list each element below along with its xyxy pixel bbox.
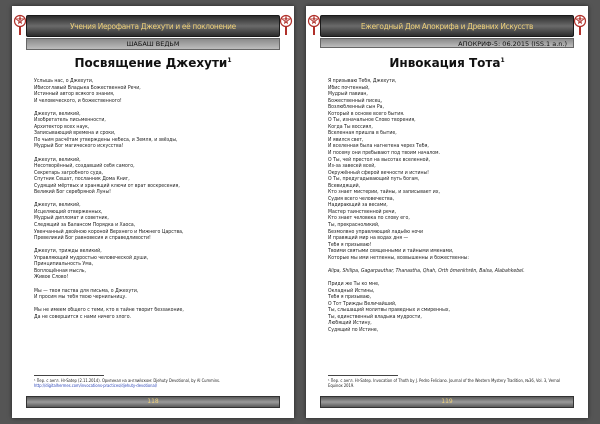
text-line: Из-за завесей всей, <box>328 163 376 170</box>
text-line: Приди же Ты ко мне, <box>328 280 380 287</box>
text-line: Божественный писец, <box>328 97 383 104</box>
text-line: Великий Бог серебряной Луны! <box>34 189 111 196</box>
text-line: Джехути, великий, <box>34 156 81 163</box>
pentagram-emblem-icon <box>307 14 321 36</box>
text-line: Спутник Сешат, посланник Дома Книг, <box>34 176 130 183</box>
text-line: Судящий мёртвых и хранящий ключи от врат воскресения, <box>34 182 180 189</box>
text-line: По чьим расчётам утверждены небеса, и Земля, и звёзды, <box>34 136 178 143</box>
text-line: Тебя я призываю! <box>328 241 372 248</box>
footnote-link[interactable]: http://digitalhermes.com/invocations-practices/djehuty-devotional/ <box>34 383 158 389</box>
pentagram-emblem-icon <box>573 14 587 36</box>
text-line: И человеческого, и божественного! <box>34 97 122 104</box>
footnote-divider <box>328 375 398 376</box>
text-line: Живое Слово! <box>34 274 69 281</box>
text-line: И посему они пребывают под твоим началом. <box>328 150 441 157</box>
text-line: Безмолвно управляющий ладьёю ночи <box>328 228 424 235</box>
text-line: Судящий по Истине, <box>328 326 379 333</box>
text-line: Мудрый Бог магического искусства! <box>34 143 124 150</box>
text-line: О Ты, предугадывающий путь богам, <box>328 176 420 183</box>
pentagram-emblem-icon <box>279 14 293 36</box>
text-line: Мудрый павиан, <box>328 91 368 98</box>
page-title <box>306 56 588 70</box>
text-line: Истинный автор всякого знания, <box>34 91 115 98</box>
text-line: Окружённый сферой вечности и истины! <box>328 169 429 176</box>
barbarous-names-line: Alipa, Shilipa, Gagarpauthar, Thanastha, Qhah, Orth ōmenkhrēn, Balsa, Alabahkebel. <box>328 267 525 274</box>
text-line: Кто знает человека по слову его, <box>328 215 410 222</box>
text-line: Воплощённая мысль, <box>34 267 86 274</box>
invocation-body <box>328 78 572 333</box>
text-line: Всевидящий, <box>328 182 361 189</box>
text-line: Изобретатель письменности, <box>34 117 106 124</box>
text-line: И просим мы тебя твою чернильницу. <box>34 294 127 301</box>
text-line: Кто знает мистерии, тайны, и записывает их, <box>328 189 440 196</box>
text-line: Ты, единственный владыка мудрости, <box>328 313 422 320</box>
text-line: Джехути, трижды великий, <box>34 248 102 255</box>
text-line: Мы не имеем общего с теми, кто в тайне творит беззаконие, <box>34 307 184 314</box>
text-line: Ты, слышащий молитвы праведных и смиренных, <box>328 307 450 314</box>
footnote-text: Пер. с англ. Hr-Satep. Invocation of Thoth by J. Pedro Feliciano. Journal of the Western Mystery Tradition, №36, Vol. 3, Vernal Equinox 2019. <box>328 378 561 389</box>
text-line: Услышь нас, о Джехути, <box>34 78 94 84</box>
pentagram-emblem-icon <box>13 14 27 36</box>
text-line: Твоими святыми священными и тайными именами, <box>328 248 454 255</box>
text-line: Записывающий времена и сроки, <box>34 130 116 137</box>
text-line: Тебя я призываю, <box>328 294 372 301</box>
issue-header: АПОКРИФ-5: 06.2015 (ISS.1 a.n.) <box>320 38 574 48</box>
text-line: Секретарь загробного суда, <box>34 169 104 176</box>
text-line: Мы — твоя паства для письма, о Джехути, <box>34 287 139 294</box>
text-line: Вселенная пришла в бытие, <box>328 130 397 137</box>
page-title-text: Инвокация Тота <box>389 56 501 70</box>
text-line: Мудрый дипломат и советник, <box>34 215 109 222</box>
right-page <box>306 6 588 418</box>
text-line: Который в основе всего бытия. <box>328 110 405 117</box>
text-line: Управляющий мудростью человеческой души, <box>34 254 149 261</box>
footnote-mark: 1 <box>500 57 505 64</box>
page-number: 119 <box>320 396 574 408</box>
text-line: Джехути, великий, <box>34 202 81 209</box>
text-line: О Ты, изначальное Слово творения, <box>328 117 416 124</box>
poem-body <box>34 78 278 320</box>
text-line: Следящий за Балансом Порядка и Хаоса, <box>34 222 136 229</box>
text-line: Да не совершится с нами ничего злого. <box>34 313 131 320</box>
text-line: О Тот Трижды Величайший, <box>328 300 397 307</box>
footnote-mark: ¹ <box>328 378 331 383</box>
text-line: Принципиальность Ума, <box>34 261 94 268</box>
footnote-mark: ¹ <box>34 378 37 383</box>
text-line: Архитектор всех наук, <box>34 123 90 130</box>
text-line: Любящий Истину, <box>328 320 372 327</box>
text-line: Превеликий Бог равновесия и справедливости! <box>34 235 151 242</box>
text-line: Окладный Истины, <box>328 287 375 294</box>
text-line: И явился свет, <box>328 136 364 143</box>
running-header: Ежегодный Дом Апокрифа и Древних Искусств <box>320 15 574 37</box>
footnote-text: Пер. с англ. Hr-Satep (2.11.2014). Оригинал на английском: Djehuty Devotional, by Al Cummins. <box>36 378 221 383</box>
text-line: Ибис почтенный, <box>328 84 370 91</box>
text-line: Ибисоглавый Владыка Божественной Речи, <box>34 84 141 91</box>
text-line: О Ты, чей престол на высотах вселенной, <box>328 156 430 163</box>
text-line: И вселенная была нагнетена через Тебя, <box>328 143 429 150</box>
footnote-divider <box>34 375 104 376</box>
text-line: Ты, прекрасноликий, <box>328 222 380 229</box>
running-header: Учения Иерофанта Джехути и её поклонение <box>26 15 280 37</box>
text-line: Возлюбленный сын Ра, <box>328 104 384 111</box>
footnote <box>328 378 572 388</box>
text-line: Когда Ты воссиял, <box>328 123 373 130</box>
text-line: Джехути, великий, <box>34 110 81 117</box>
page-number: 118 <box>26 396 280 408</box>
text-line: Я призываю Тебя, Джехути, <box>328 78 397 84</box>
section-header: ШАБАШ ВЕДЬМ <box>26 38 280 50</box>
text-line: И правящий мир на водах дня — <box>328 235 409 242</box>
text-line: Которые мы ими нетленны, возвышенны и божественны: <box>328 254 469 261</box>
text-line: Мастер таинственной речи, <box>328 208 397 215</box>
page-title-text: Посвящение Джехути <box>74 56 228 70</box>
text-line: Надирающий за весами, <box>328 202 388 209</box>
page-title <box>12 56 294 70</box>
text-line: Увенчанный двойною короной Верхнего и Нижнего Царства, <box>34 228 184 235</box>
text-line: Исцеляющий отверженных, <box>34 208 103 215</box>
left-page <box>12 6 294 418</box>
footnote-mark: 1 <box>227 57 232 64</box>
text-line: Несотворённый, создавший себя самого, <box>34 163 135 170</box>
text-line: Судия всего человечества, <box>328 195 395 202</box>
footnote <box>34 378 278 388</box>
